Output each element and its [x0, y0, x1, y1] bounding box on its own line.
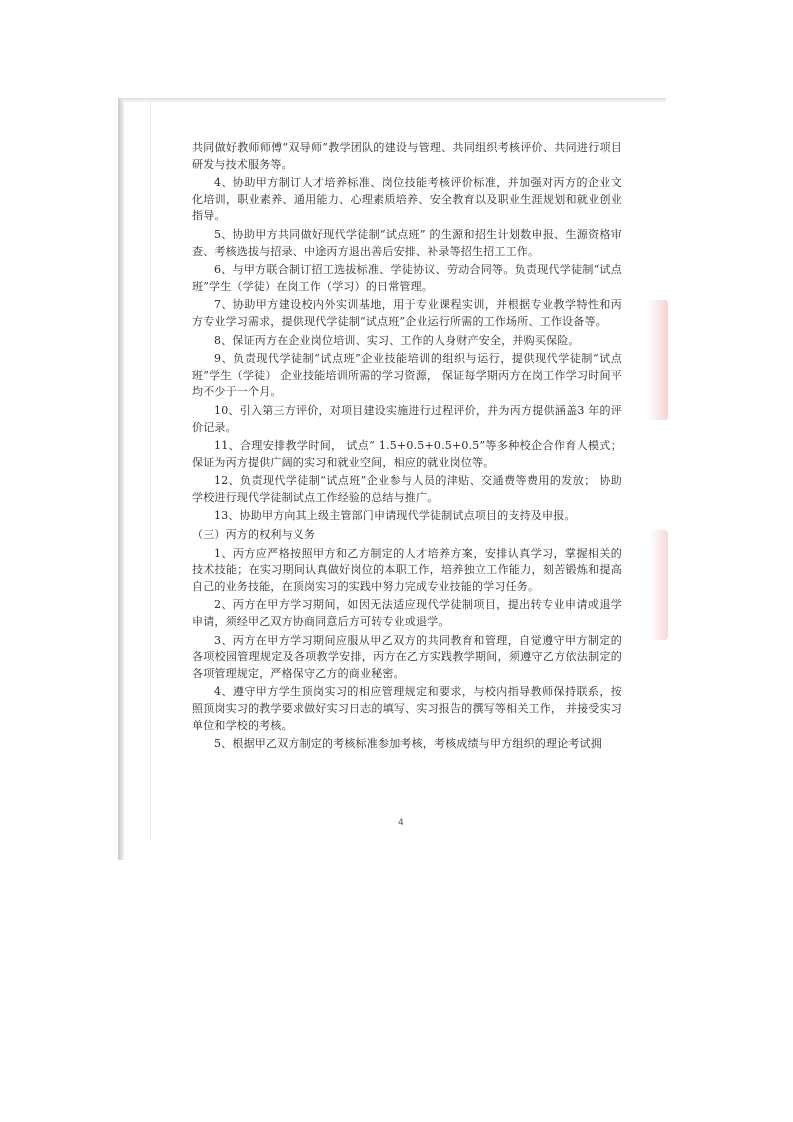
- paragraph-item-9: 9、负责现代学徒制“试点班”企业技能培训的组织与运行，提供现代学徒制“试点班”学生（学徒） 企业技能培训所需的学习资源， 保证每学期丙方在岗工作学习时间平均不少于一个月。: [192, 352, 622, 399]
- paragraph-item-8: 8、保证丙方在企业岗位培训、实习、工作的人身财产安全，并购买保险。: [214, 333, 580, 347]
- paragraph-item-10: 10、引入第三方评价，对项目建设实施进行过程评价，并为丙方提供涵盖3 年的评价记录。: [192, 403, 622, 434]
- section-heading: （三）丙方的权利与义务: [192, 528, 316, 542]
- section-paragraph-1: 1、丙方应严格按照甲方和乙方制定的人才培养方案，安排认真学习，掌握相关的技术技能；在实习期间认真做好岗位的本职工作，培养独立工作能力，刻苦锻炼和提高自己的业务技能，在顶岗实习的实践中努力完成专业技能的学习任务。: [192, 546, 622, 593]
- scan-binding-line: [150, 100, 151, 840]
- page-number: 4: [398, 818, 404, 828]
- seal-fragment-bottom: [650, 530, 668, 640]
- paragraph-item-5: 5、协助甲方共同做好现代学徒制“试点班” 的生源和招生计划数申报、生源资格审查、考核选拔与招录、中途丙方退出善后安排、补录等招生招工工作。: [192, 227, 622, 258]
- paragraph-item-4: 4、协助甲方制订人才培养标准、岗位技能考核评价标准，并加强对丙方的企业文化培训，职业素养、通用能力、心理素质培养、安全教育以及职业生涯规划和就业创业指导。: [192, 176, 622, 223]
- section-paragraph-5: 5、根据甲乙双方制定的考核标准参加考核，考核成绩与甲方组织的理论考试拥: [214, 737, 602, 751]
- document-body: [192, 140, 622, 755]
- paragraph-item-6: 6、与甲方联合制订招工选拔标准、学徒协议、劳动合同等。负责现代学徒制“试点班”学生（学徒）在岗工作（学习）的日常管理。: [192, 263, 622, 293]
- section-paragraph-2: 2、丙方在甲方学习期间，如因无法适应现代学徒制项目，提出转专业申请或退学申请，须经甲乙双方协商同意后方可转专业或退学。: [192, 598, 622, 629]
- scan-top-shadow: [118, 98, 666, 103]
- paragraph-item-7: 7、协助甲方建设校内外实训基地，用于专业课程实训，并根据专业教学特性和丙方专业学习需求，提供现代学徒制“试点班”企业运行所需的工作场所、工作设备等。: [192, 298, 622, 328]
- section-paragraph-3: 3、丙方在甲方学习期间应服从甲乙双方的共同教育和管理，自觉遵守甲方制定的各项校园管理规定及各项教学安排，丙方在乙方实践教学期间，须遵守乙方依法制定的各项管理规定，严格保守乙方的商业秘密。: [192, 633, 622, 680]
- paragraph-item-11: 11、合理安排教学时间， 试点“ 1.5+0.5+0.5+0.5”等多种校企合作育人模式；保证为丙方提供广阔的实习和就业空间，相应的就业岗位等。: [192, 439, 622, 469]
- seal-fragment-top: [648, 300, 668, 420]
- paragraph-continued: 共同做好教师师傅“双导师”教学团队的建设与管理、共同组织考核评价、共同进行项目研发与技术服务等。: [192, 141, 622, 171]
- paragraph-item-13: 13、协助甲方向其上级主管部门申请现代学徒制试点项目的支持及申报。: [214, 509, 576, 523]
- scan-left-edge: [118, 98, 124, 860]
- paragraph-item-12: 12、负责现代学徒制“试点班”企业参与人员的津贴、交通费等费用的发放； 协助学校进行现代学徒制试点工作经验的总结与推广。: [192, 474, 622, 504]
- section-paragraph-4: 4、遵守甲方学生顶岗实习的相应管理规定和要求，与校内指导教师保持联系，按照顶岗实习的教学要求做好实习日志的填写、实习报告的撰写等相关工作， 并接受实习单位和学校的考核。: [192, 685, 622, 732]
